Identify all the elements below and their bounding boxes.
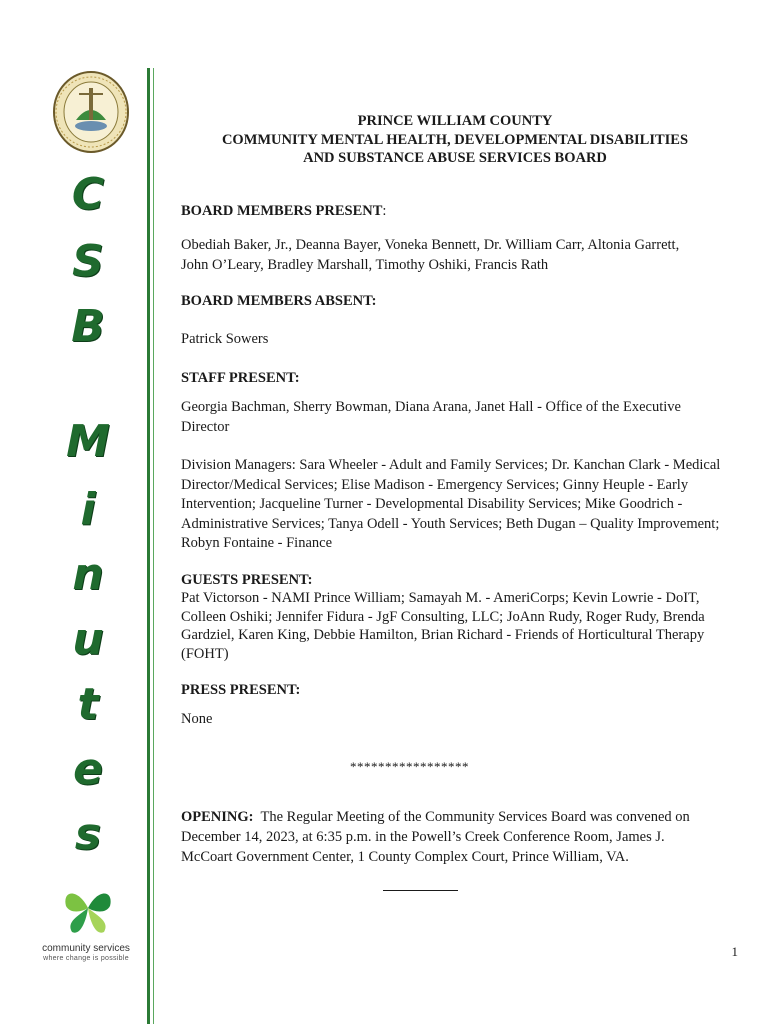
logo-tagline-slogan: where change is possible: [43, 955, 129, 962]
header-line-1: PRINCE WILLIAM COUNTY: [357, 113, 553, 129]
document-header: [170, 112, 740, 168]
logo-tagline-name: community services: [42, 943, 130, 954]
division-line-4: Administrative Services; Tanya Odell - Youth Services; Beth Dugan – Quality Improvement;: [181, 515, 720, 532]
division-managers: [181, 456, 741, 554]
community-services-logo-icon: [60, 880, 116, 936]
press-present-heading: PRESS PRESENT:: [181, 682, 301, 698]
board-present-line-1: Obediah Baker, Jr., Deanna Bayer, Voneka Bennett, Dr. William Carr, Altonia Garrett,: [181, 237, 680, 253]
county-seal-icon: [52, 70, 130, 154]
board-absent-names: Patrick Sowers: [181, 331, 269, 347]
sidebar-letter-e: e: [73, 744, 103, 795]
guests-line-2: Colleen Oshiki; Jennifer Fidura - JgF Consulting, LLC; JoAnn Rudy, Roger Rudy, Brenda: [181, 608, 705, 625]
sidebar-letter-s2: s: [74, 809, 102, 860]
opening-label: OPENING:: [181, 809, 254, 825]
guests-line-4: (FOHT): [181, 645, 229, 662]
guests-line-3: Gardziel, Karen King, Debbie Hamilton, Brian Richard - Friends of Horticultural Therapy: [181, 627, 705, 643]
board-present-heading-text: BOARD MEMBERS PRESENT: [181, 203, 383, 219]
header-line-2: COMMUNITY MENTAL HEALTH, DEVELOPMENTAL DISABILITIES: [221, 131, 689, 148]
vertical-rule: [147, 68, 150, 1024]
page-number: 1: [731, 944, 738, 959]
sidebar-letter-s: S: [72, 236, 104, 287]
division-line-3: Intervention; Jacqueline Turner - Developmental Disability Services; Mike Goodrich -: [181, 496, 683, 512]
opening-line-1: [181, 807, 741, 827]
header-line-3: AND SUBSTANCE ABUSE SERVICES BOARD: [303, 150, 607, 166]
board-absent-heading: BOARD MEMBERS ABSENT:: [181, 293, 377, 309]
division-line-5: Robyn Fontaine - Finance: [181, 535, 333, 551]
division-line-2: Director/Medical Services; Elise Madison - Emergency Services; Ginny Heuple - Early: [181, 476, 689, 493]
opening-paragraph: [181, 807, 741, 867]
opening-line-1-text: The Regular Meeting of the Community Services Board was convened on: [260, 809, 690, 825]
opening-line-2: December 14, 2023, at 6:35 p.m. in the Powell’s Creek Conference Room, James J.: [181, 829, 665, 845]
division-line-1: Division Managers: Sara Wheeler - Adult and Family Services; Dr. Kanchan Clark - Medical: [181, 457, 721, 473]
vertical-rule-inner: [153, 68, 154, 1024]
sidebar-letter-i: i: [80, 484, 96, 535]
staff-present-names: [181, 398, 741, 437]
staff-present-heading: STAFF PRESENT:: [181, 370, 300, 386]
opening-line-3: McCoart Government Center, 1 County Complex Court, Prince William, VA.: [181, 849, 629, 865]
staff-line-1: Georgia Bachman, Sherry Bowman, Diana Arana, Janet Hall - Office of the Executive: [181, 399, 681, 415]
sidebar-letter-c: C: [71, 169, 105, 220]
press-present-names: None: [181, 711, 213, 727]
board-present-line-2: John O’Leary, Bradley Marshall, Timothy Oshiki, Francis Rath: [181, 256, 549, 273]
sidebar-letter-m: M: [66, 416, 110, 467]
guests-line-1: Pat Victorson - NAMI Prince William; Samayah M. - AmeriCorps; Kevin Lowrie - DoIT,: [181, 590, 700, 606]
signature-line: [383, 890, 458, 891]
board-present-names: [181, 236, 741, 275]
staff-line-2: Director: [181, 418, 230, 435]
sidebar-letter-u: u: [72, 614, 104, 665]
guests-present-names: [181, 589, 741, 663]
sidebar-letter-b: B: [71, 301, 105, 352]
section-separator: *****************: [350, 759, 469, 774]
guests-present-heading: GUESTS PRESENT:: [181, 572, 313, 588]
sidebar-letter-t: t: [77, 679, 99, 730]
sidebar-letter-n: n: [72, 549, 104, 600]
board-present-heading: BOARD MEMBERS PRESENT:: [181, 203, 387, 219]
